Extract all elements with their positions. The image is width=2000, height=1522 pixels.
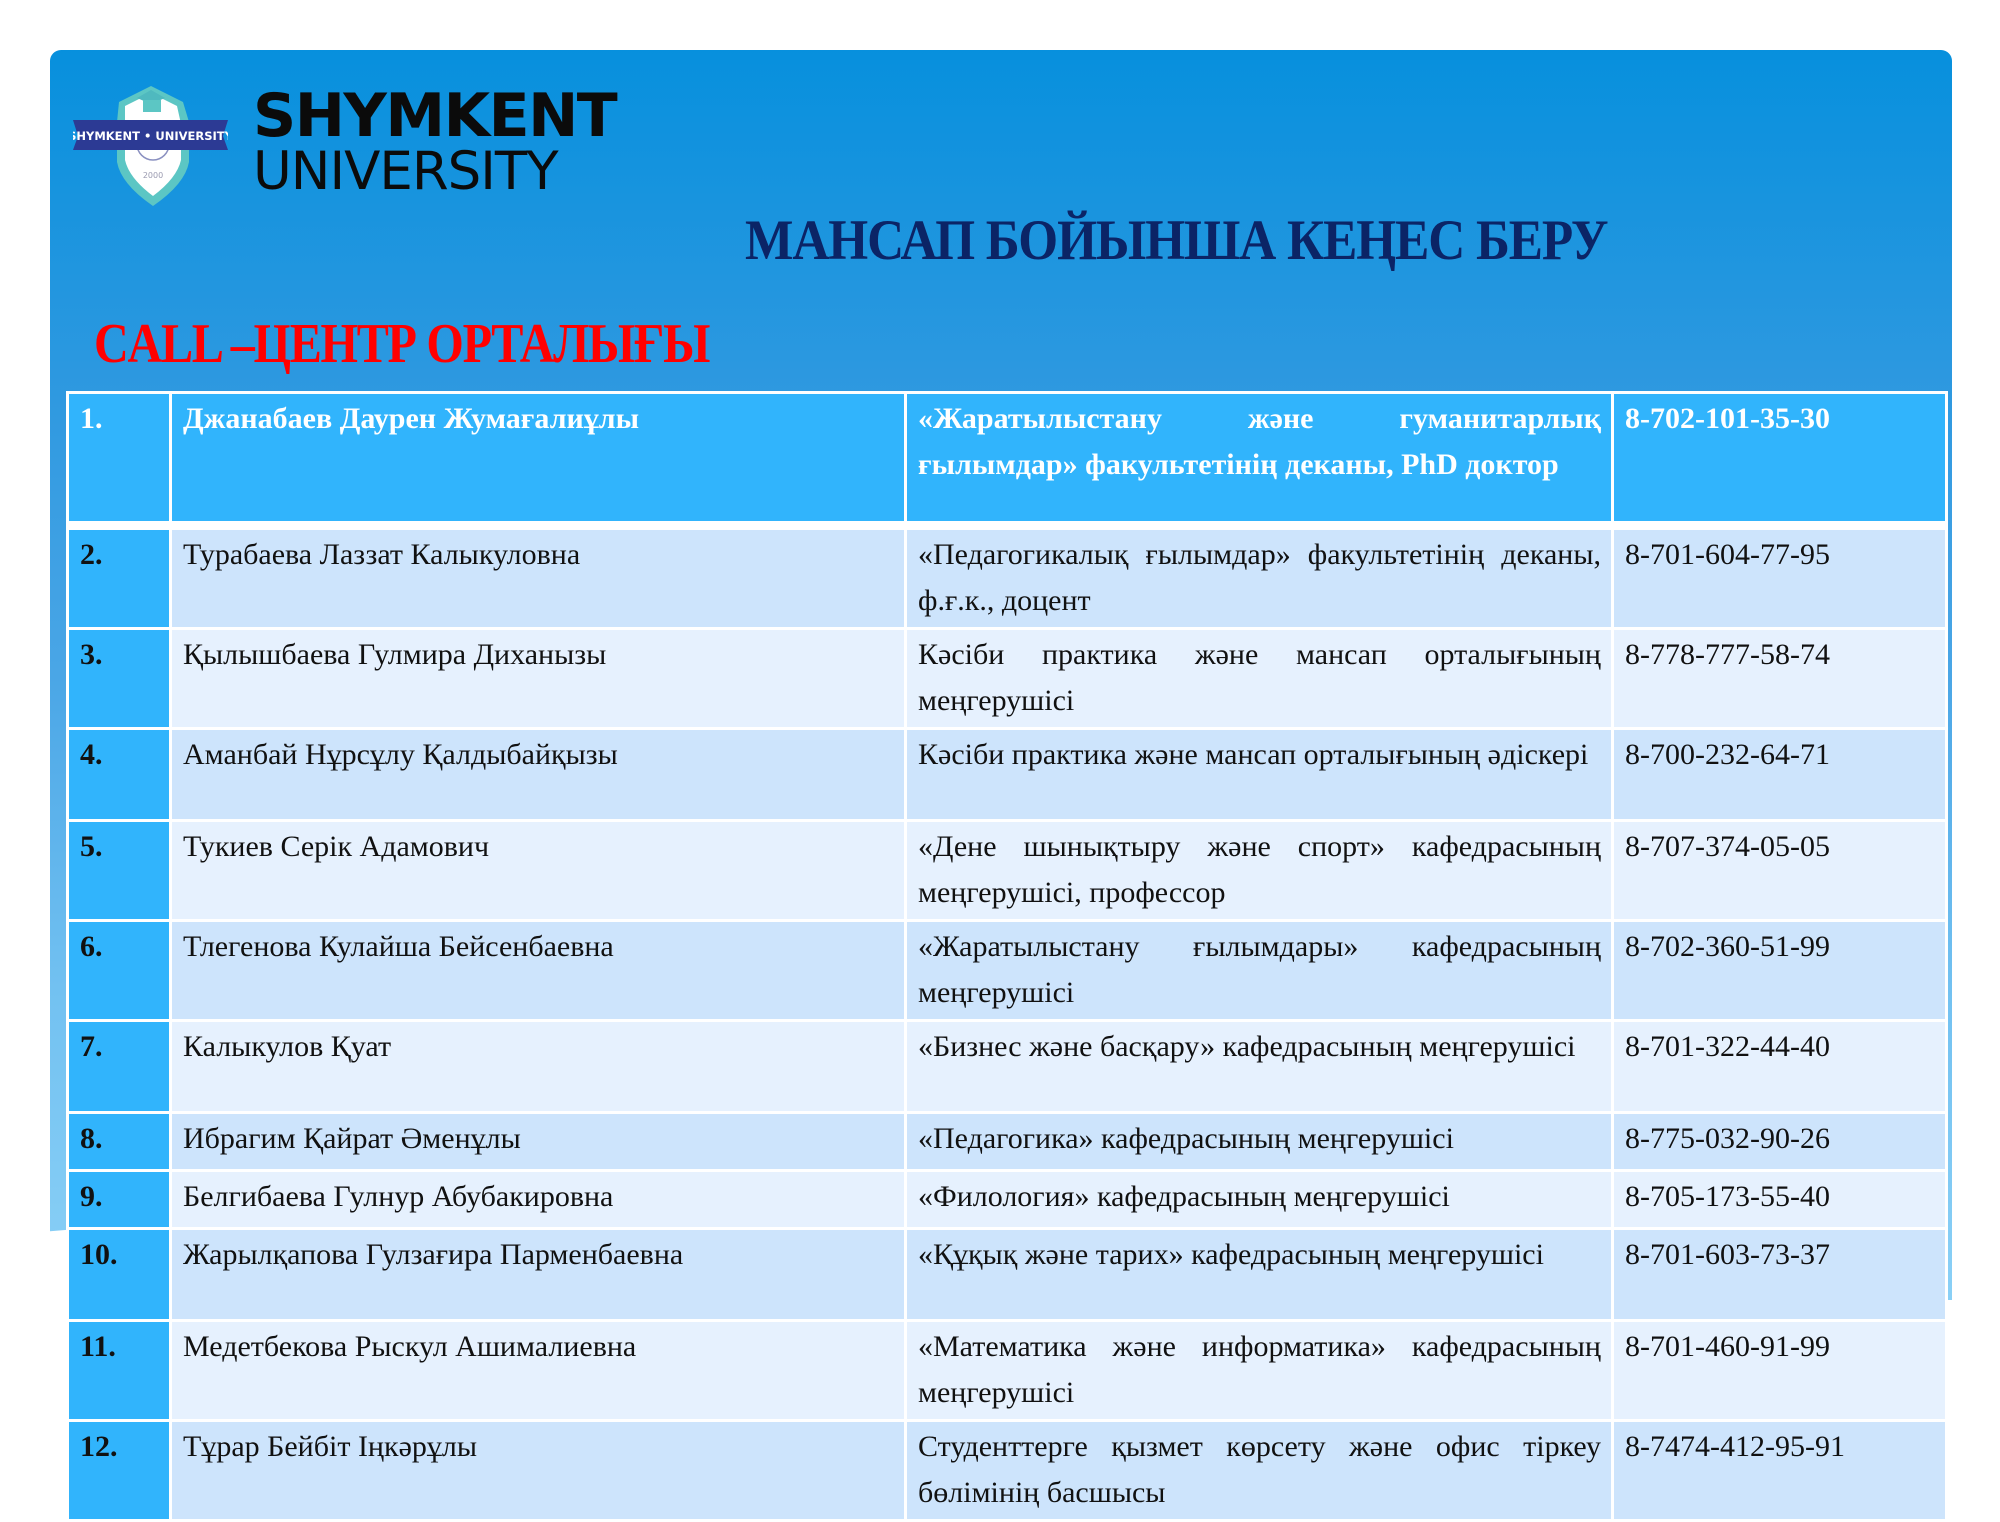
contact-phone: 8-7474-412-95-91 [1613,1421,1947,1521]
table-row [68,821,1947,921]
table-row [68,1229,1947,1321]
row-number: 1. [68,393,171,526]
contact-name: Жарылқапова Гулзағира Парменбаевна [171,1229,906,1321]
contact-phone: 8-707-374-05-05 [1613,821,1947,921]
row-number: 11. [68,1321,171,1421]
svg-text:SHYMKENT • UNIVERSITY: SHYMKENT • UNIVERSITY [73,129,228,143]
call-center-heading: CALL –ЦЕНТР ОРТАЛЫҒЫ [94,313,710,375]
contact-phone: 8-701-603-73-37 [1613,1229,1947,1321]
contact-position: «Педагогикалық ғылымдар» факультетінің деканы, ф.ғ.к., доцент [906,526,1613,629]
contact-name: Тукиев Серік Адамович [171,821,906,921]
contacts-table [66,391,1948,1522]
contact-name: Ибрагим Қайрат Әменұлы [171,1113,906,1171]
table-row [68,1171,1947,1229]
contact-name: Аманбай Нұрсұлу Қалдыбайқызы [171,729,906,821]
contact-position: «Филология» кафедрасының меңгерушісі [906,1171,1613,1229]
row-number: 12. [68,1421,171,1521]
table-row [68,1321,1947,1421]
contact-position: Студенттерге қызмет көрсету және офис тіркеу бөлімінің басшысы [906,1421,1613,1521]
row-number: 3. [68,629,171,729]
contact-position: Кәсіби практика және мансап орталығының әдіскері [906,729,1613,821]
table-row [68,1113,1947,1171]
contact-phone: 8-701-604-77-95 [1613,526,1947,629]
contact-position: «Жаратылыстану ғылымдары» кафедрасының меңгерушісі [906,921,1613,1021]
contact-position: «Жаратылыстану және гуманитарлық ғылымдар» факультетінің деканы, PhD доктор [906,393,1613,526]
table-row [68,1421,1947,1521]
contact-position: «Бизнес және басқару» кафедрасының меңгерушісі [906,1021,1613,1113]
table-row [68,393,1947,526]
page-title: МАНСАП БОЙЫНША КЕҢЕС БЕРУ [745,209,1608,272]
contact-name: Джанабаев Даурен Жумағалиұлы [171,393,906,526]
contact-name: Тұрар Бейбіт Іңкәрұлы [171,1421,906,1521]
university-logo [73,82,228,210]
table-row [68,629,1947,729]
row-number: 8. [68,1113,171,1171]
university-brand [253,81,617,202]
contact-phone: 8-701-322-44-40 [1613,1021,1947,1113]
contact-position: Кәсіби практика және мансап орталығының меңгерушісі [906,629,1613,729]
row-number: 2. [68,526,171,629]
contact-position: «Дене шынықтыру және спорт» кафедрасының меңгерушісі, профессор [906,821,1613,921]
row-number: 10. [68,1229,171,1321]
contact-name: Тлегенова Кулайша Бейсенбаевна [171,921,906,1021]
contact-name: Медетбекова Рыскул Ашималиевна [171,1321,906,1421]
svg-text:2000: 2000 [142,171,164,180]
row-number: 7. [68,1021,171,1113]
contact-position: «Құқық және тарих» кафедрасының меңгерушісі [906,1229,1613,1321]
contact-phone: 8-705-173-55-40 [1613,1171,1947,1229]
contact-phone: 8-775-032-90-26 [1613,1113,1947,1171]
contact-position: «Математика және информатика» кафедрасының меңгерушісі [906,1321,1613,1421]
row-number: 6. [68,921,171,1021]
table-row [68,1021,1947,1113]
contact-name: Қылышбаева Гулмира Диханызы [171,629,906,729]
contact-phone: 8-702-101-35-30 [1613,393,1947,526]
contact-name: Турабаева Лаззат Калыкуловна [171,526,906,629]
brand-line-2: UNIVERSITY [253,141,558,202]
table-row [68,921,1947,1021]
contact-phone: 8-701-460-91-99 [1613,1321,1947,1421]
contact-position: «Педагогика» кафедрасының меңгерушісі [906,1113,1613,1171]
contact-phone: 8-702-360-51-99 [1613,921,1947,1021]
contact-phone: 8-700-232-64-71 [1613,729,1947,821]
contact-name: Калыкулов Қуат [171,1021,906,1113]
row-number: 4. [68,729,171,821]
brand-line-1: SHYMKENT [253,81,617,151]
row-number: 9. [68,1171,171,1229]
contact-phone: 8-778-777-58-74 [1613,629,1947,729]
shield-crest-icon [73,82,228,210]
contact-name: Белгибаева Гулнур Абубакировна [171,1171,906,1229]
table-row [68,729,1947,821]
table-row [68,526,1947,629]
row-number: 5. [68,821,171,921]
